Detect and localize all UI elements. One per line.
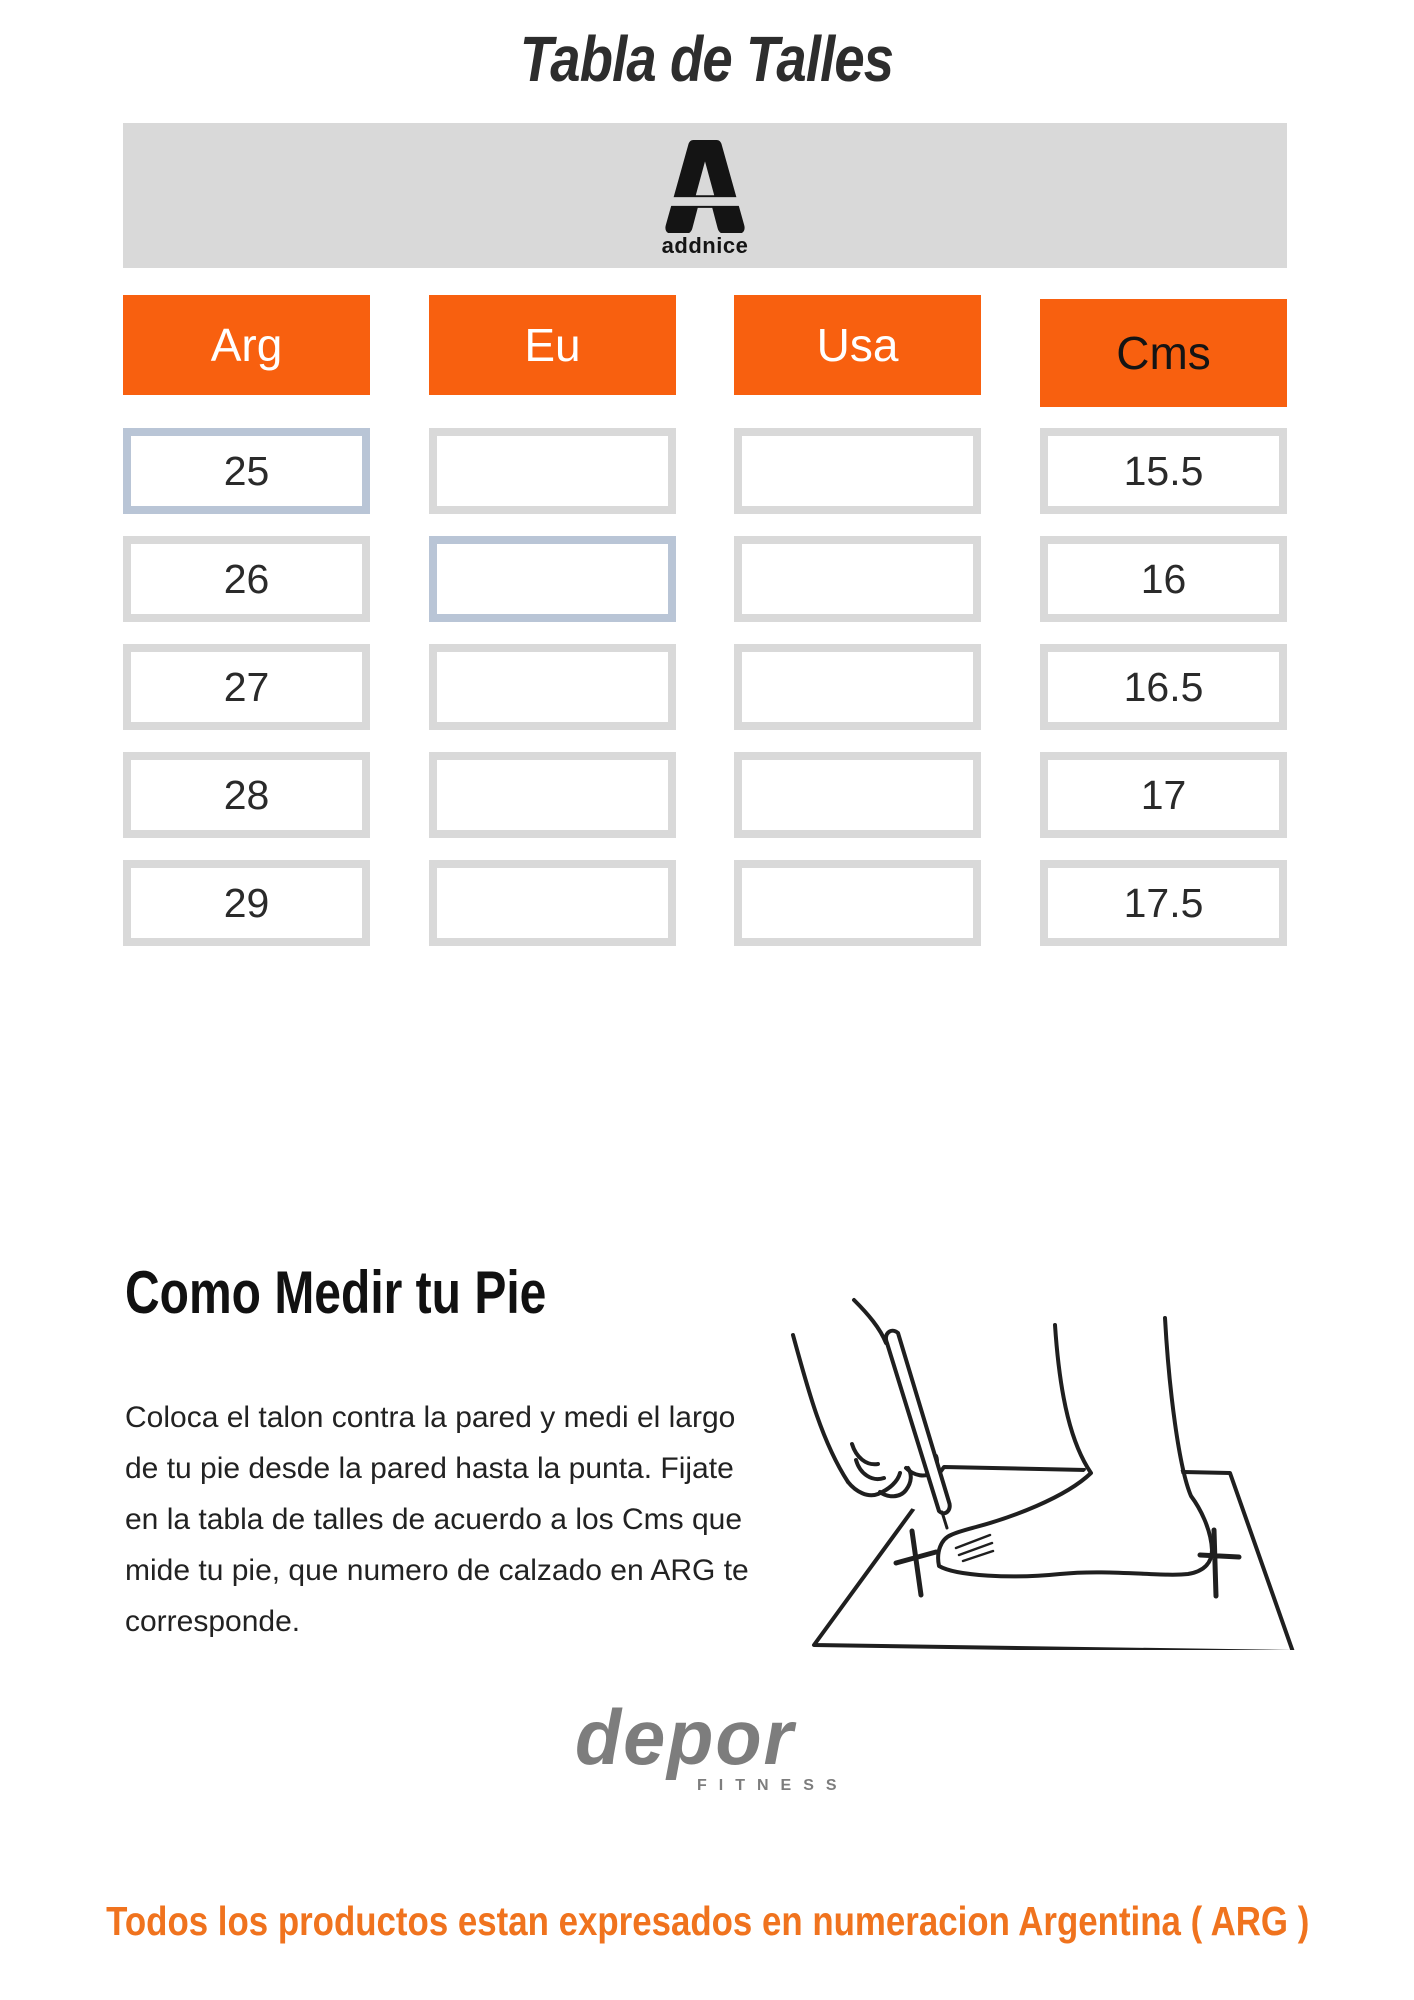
howto-line: de tu pie desde la pared hasta la punta. Fijate bbox=[125, 1452, 734, 1485]
cell-cms-row3: 16.5 bbox=[1040, 644, 1287, 730]
howto-line: en la tabla de talles de acuerdo a los Cms que bbox=[125, 1503, 743, 1536]
cell-arg-row2: 26 bbox=[123, 536, 370, 622]
depor-logo bbox=[575, 1693, 875, 1794]
depor-logo-text: depor bbox=[575, 1693, 795, 1781]
howto-heading-row bbox=[125, 1258, 652, 1327]
cell-eu-row4 bbox=[429, 752, 676, 838]
cell-usa-row4 bbox=[734, 752, 981, 838]
page-title: Tabla de Talles bbox=[520, 23, 894, 95]
cell-eu-row3 bbox=[429, 644, 676, 730]
howto-line: mide tu pie, que numero de calzado en ARG te bbox=[125, 1554, 749, 1587]
foot-measuring-illustration bbox=[760, 1230, 1360, 1650]
col-header-arg: Arg bbox=[123, 295, 370, 395]
depor-logo-tagline: FITNESS bbox=[697, 1777, 849, 1794]
cell-usa-row3 bbox=[734, 644, 981, 730]
howto-line: corresponde. bbox=[125, 1605, 301, 1638]
cell-eu-row2 bbox=[429, 536, 676, 622]
howto-heading: Como Medir tu Pie bbox=[125, 1259, 547, 1326]
howto-body bbox=[125, 1392, 749, 1647]
cell-eu-row1 bbox=[429, 428, 676, 514]
howto-line: Coloca el talon contra la pared y medi el largo bbox=[125, 1401, 736, 1434]
cell-cms-row1: 15.5 bbox=[1040, 428, 1287, 514]
brand-banner bbox=[123, 123, 1287, 268]
cell-eu-row5 bbox=[429, 860, 676, 946]
cell-arg-row1: 25 bbox=[123, 428, 370, 514]
cell-arg-row5: 29 bbox=[123, 860, 370, 946]
addnice-logo-text: addnice bbox=[661, 233, 749, 258]
cell-cms-row2: 16 bbox=[1040, 536, 1287, 622]
cell-arg-row3: 27 bbox=[123, 644, 370, 730]
cell-usa-row2 bbox=[734, 536, 981, 622]
cell-cms-row5: 17.5 bbox=[1040, 860, 1287, 946]
col-header-usa: Usa bbox=[734, 295, 981, 395]
col-header-cms: Cms bbox=[1040, 299, 1287, 407]
cell-usa-row5 bbox=[734, 860, 981, 946]
cell-arg-row4: 28 bbox=[123, 752, 370, 838]
page-title-row bbox=[0, 22, 1414, 96]
footer-note: Todos los productos estan expresados en numeracion Argentina ( ARG ) bbox=[106, 1898, 1310, 1944]
addnice-logo-icon bbox=[663, 140, 747, 233]
footer-row bbox=[0, 1898, 1414, 1945]
col-header-eu: Eu bbox=[429, 295, 676, 395]
cell-usa-row1 bbox=[734, 428, 981, 514]
cell-cms-row4: 17 bbox=[1040, 752, 1287, 838]
